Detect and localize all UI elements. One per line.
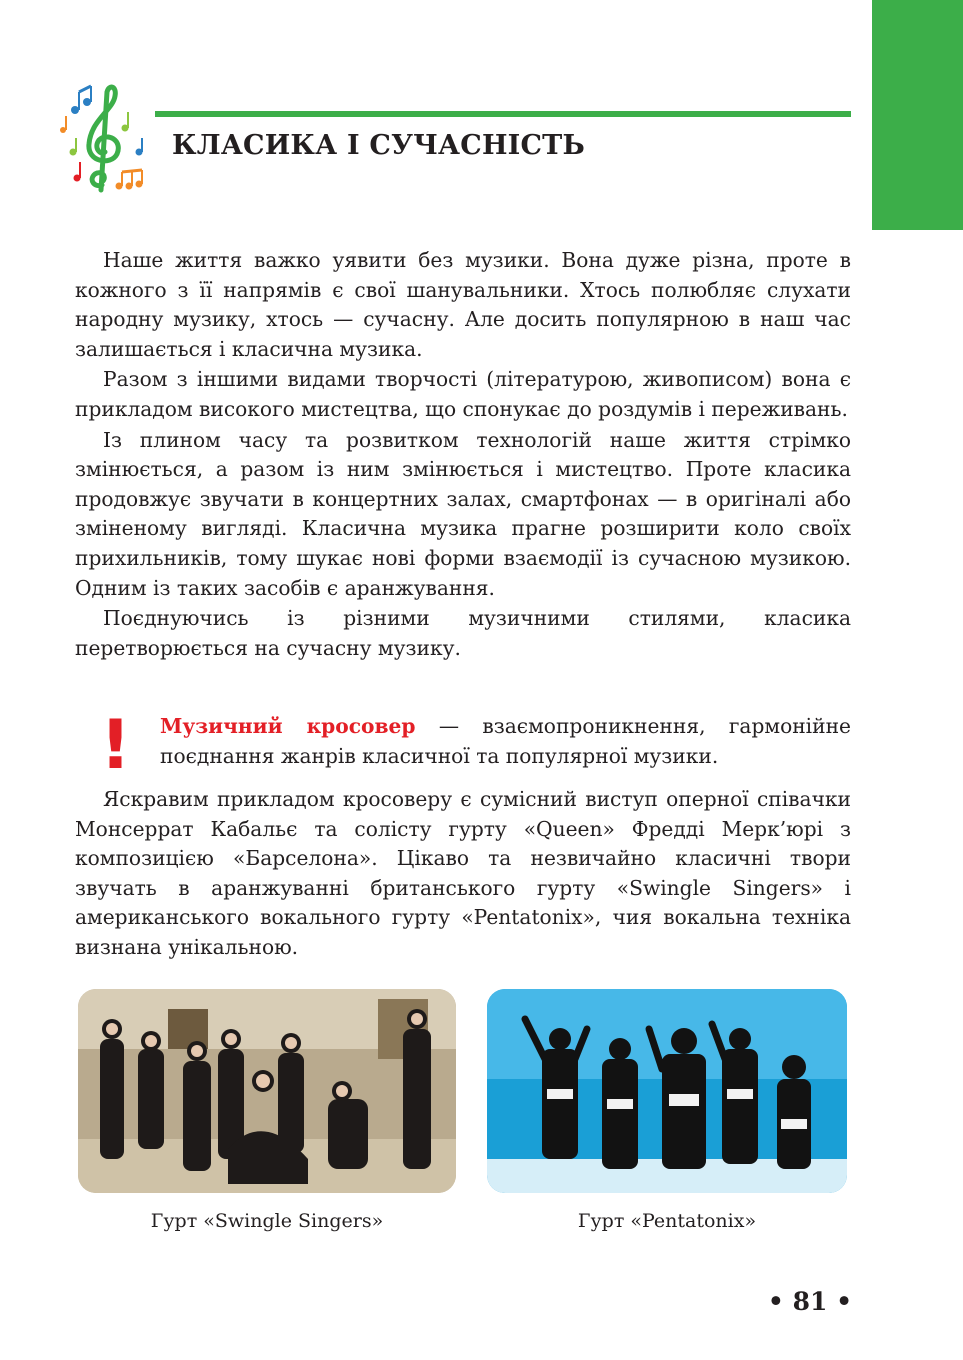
intro-text: [75, 246, 851, 664]
header-rule: [155, 111, 851, 117]
exclamation-icon: !: [100, 706, 132, 785]
definition-box: [100, 706, 851, 785]
paragraph: Із плином часу та розвитком технологій наше життя стрімко змінюється, а разом із ним змінюється і мистецтво. Проте класика продовжує звучати в концертних залах, смартфонах — в оригіналі або зміненому вигляді. Класична музика прагне розширити коло своїх прихильників, тому шукає нові форми взаємодії із сучасною музикою. Одним із таких засобів є аранжування.: [75, 427, 851, 600]
definition-body: — взаємопроникнення, гармонійне поєднання жанрів класичної та популярної музики.: [160, 714, 851, 768]
page-number: • 81 •: [767, 1287, 853, 1316]
paragraph: Наше життя важко уявити без музики. Вона дуже різна, проте в кожного з її напрямів є свої шанувальники. Хтось полюбляє слухати народну музику, хтось — сучасну. Але досить популярною в наш час залишається і класична музика.: [75, 248, 851, 361]
definition-term: Музичний кросовер: [160, 714, 416, 738]
swingle-singers-photo: [78, 989, 456, 1193]
treble-clef-notes-icon: [55, 80, 155, 205]
chapter-color-tab: [872, 0, 963, 230]
paragraph: Поєднуючись із різними музичними стилями, класика перетворюється на сучасну музику.: [75, 606, 851, 660]
definition-text: [160, 712, 851, 771]
pentatonix-photo: [487, 989, 847, 1193]
page-title: КЛАСИКА І СУЧАСНІСТЬ: [172, 130, 585, 161]
photo-caption: Гурт «Pentatonix»: [577, 1210, 757, 1232]
example-text: [75, 785, 851, 964]
paragraph: Разом з іншими видами творчості (літературою, живописом) вона є прикладом високого мистецтва, що спонукає до роздумів і переживань.: [75, 367, 851, 421]
photo-caption: Гурт «Swingle Singers»: [150, 1210, 384, 1232]
paragraph: Яскравим прикладом кросоверу є сумісний виступ оперної співачки Монсеррат Кабальє та солісту гурту «Queen» Фредді Мерк’юрі з композицією «Барселона». Цікаво та незвичайно класичні твори звучать в аранжуванні британського гурту «Swingle Singers» і американського вокального гурту «Pentatonix», чия вокальна техніка визнана унікальною.: [75, 787, 851, 959]
